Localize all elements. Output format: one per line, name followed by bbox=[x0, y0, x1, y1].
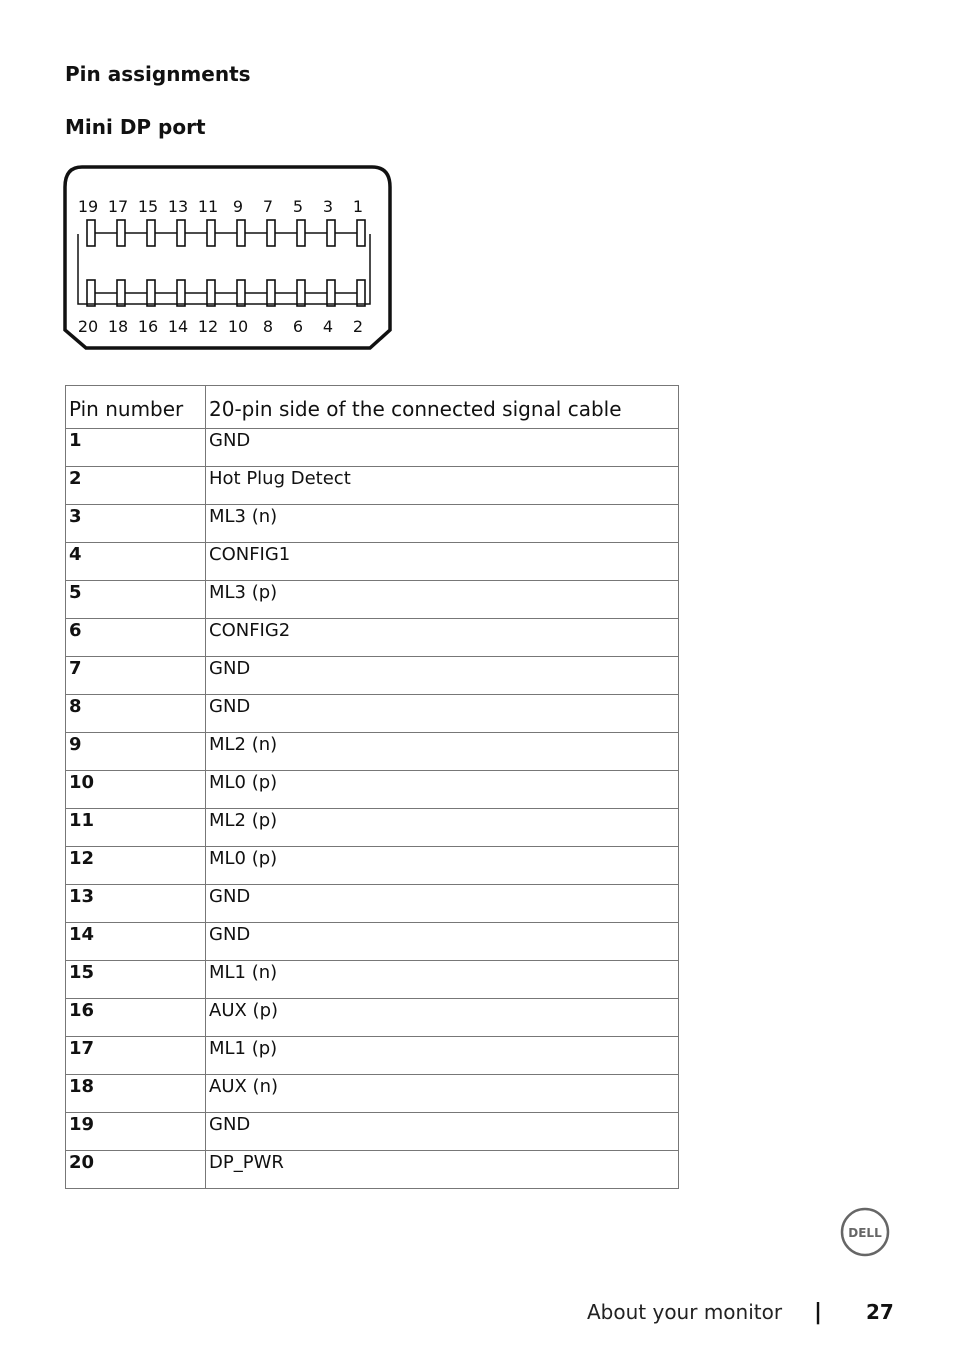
pin-number-cell: 20 bbox=[66, 1151, 206, 1189]
pin-number-cell: 18 bbox=[66, 1075, 206, 1113]
pin-label: 1 bbox=[352, 197, 364, 216]
table-row bbox=[66, 1113, 679, 1151]
connector-pin bbox=[207, 280, 215, 306]
pin-label: 6 bbox=[292, 317, 304, 336]
pin-label: 16 bbox=[137, 317, 159, 336]
table-row bbox=[66, 467, 679, 505]
table-row bbox=[66, 847, 679, 885]
header-pin-number: Pin number bbox=[66, 386, 206, 429]
pin-signal-cell: ML2 (p) bbox=[206, 809, 679, 847]
table-row bbox=[66, 923, 679, 961]
pin-label: 2 bbox=[352, 317, 364, 336]
connector-pin bbox=[297, 280, 305, 306]
connector-pin bbox=[357, 220, 365, 246]
pin-number-cell: 14 bbox=[66, 923, 206, 961]
table-row bbox=[66, 581, 679, 619]
pin-signal-cell: ML1 (p) bbox=[206, 1037, 679, 1075]
footer-section-title: About your monitor bbox=[587, 1300, 783, 1324]
pin-number-cell: 5 bbox=[66, 581, 206, 619]
page-number: 27 bbox=[866, 1300, 894, 1324]
pin-number-cell: 9 bbox=[66, 733, 206, 771]
subsection-heading: Mini DP port bbox=[65, 115, 206, 139]
pin-signal-cell: ML2 (n) bbox=[206, 733, 679, 771]
pin-number-cell: 16 bbox=[66, 999, 206, 1037]
pin-signal-cell: GND bbox=[206, 1113, 679, 1151]
connector-pin bbox=[327, 280, 335, 306]
pin-label: 19 bbox=[77, 197, 99, 216]
pin-signal-cell: ML0 (p) bbox=[206, 771, 679, 809]
table-row bbox=[66, 657, 679, 695]
table-row bbox=[66, 1075, 679, 1113]
pin-signal-cell: ML3 (n) bbox=[206, 505, 679, 543]
pin-number-cell: 12 bbox=[66, 847, 206, 885]
pin-number-cell: 17 bbox=[66, 1037, 206, 1075]
connector-pin bbox=[177, 280, 185, 306]
table-row bbox=[66, 1037, 679, 1075]
pin-number-cell: 11 bbox=[66, 809, 206, 847]
pin-assignment-table bbox=[65, 385, 679, 1189]
pin-number-cell: 8 bbox=[66, 695, 206, 733]
connector-pin bbox=[267, 280, 275, 306]
table-row bbox=[66, 961, 679, 999]
pin-label: 14 bbox=[167, 317, 189, 336]
pin-label: 8 bbox=[262, 317, 274, 336]
connector-pin bbox=[267, 220, 275, 246]
connector-pin bbox=[147, 220, 155, 246]
connector-pin bbox=[87, 280, 95, 306]
pin-number-cell: 2 bbox=[66, 467, 206, 505]
connector-pin bbox=[237, 280, 245, 306]
pin-signal-cell: GND bbox=[206, 429, 679, 467]
svg-text:DELL: DELL bbox=[848, 1226, 882, 1240]
pin-label: 9 bbox=[232, 197, 244, 216]
connector-pin bbox=[117, 280, 125, 306]
pin-number-cell: 15 bbox=[66, 961, 206, 999]
pin-signal-cell: ML1 (n) bbox=[206, 961, 679, 999]
table-row bbox=[66, 695, 679, 733]
table-row bbox=[66, 429, 679, 467]
connector-pin bbox=[297, 220, 305, 246]
table-row bbox=[66, 999, 679, 1037]
connector-pin bbox=[207, 220, 215, 246]
table-row bbox=[66, 543, 679, 581]
connector-pin bbox=[117, 220, 125, 246]
dell-logo bbox=[840, 1207, 890, 1257]
pin-signal-cell: Hot Plug Detect bbox=[206, 467, 679, 505]
pin-number-cell: 10 bbox=[66, 771, 206, 809]
pin-number-cell: 3 bbox=[66, 505, 206, 543]
pin-label: 13 bbox=[167, 197, 189, 216]
pin-label: 11 bbox=[197, 197, 219, 216]
footer-separator: | bbox=[814, 1300, 823, 1325]
pin-number-cell: 1 bbox=[66, 429, 206, 467]
table-row bbox=[66, 771, 679, 809]
pin-signal-cell: GND bbox=[206, 657, 679, 695]
pin-signal-cell: DP_PWR bbox=[206, 1151, 679, 1189]
connector-pin bbox=[357, 280, 365, 306]
connector-pin bbox=[237, 220, 245, 246]
table-row bbox=[66, 885, 679, 923]
pin-number-cell: 19 bbox=[66, 1113, 206, 1151]
table-row bbox=[66, 1151, 679, 1189]
pin-signal-cell: AUX (n) bbox=[206, 1075, 679, 1113]
connector-pin bbox=[147, 280, 155, 306]
table-row bbox=[66, 619, 679, 657]
pin-signal-cell: CONFIG1 bbox=[206, 543, 679, 581]
pin-label: 15 bbox=[137, 197, 159, 216]
pin-signal-cell: ML3 (p) bbox=[206, 581, 679, 619]
pin-label: 5 bbox=[292, 197, 304, 216]
pin-signal-cell: GND bbox=[206, 695, 679, 733]
header-signal: 20-pin side of the connected signal cable bbox=[206, 386, 679, 429]
pin-label: 7 bbox=[262, 197, 274, 216]
pin-signal-cell: CONFIG2 bbox=[206, 619, 679, 657]
pin-label: 17 bbox=[107, 197, 129, 216]
pin-signal-cell: ML0 (p) bbox=[206, 847, 679, 885]
pin-number-cell: 6 bbox=[66, 619, 206, 657]
table-header-row bbox=[66, 386, 679, 429]
pin-number-cell: 7 bbox=[66, 657, 206, 695]
pin-signal-cell: AUX (p) bbox=[206, 999, 679, 1037]
connector-pin bbox=[177, 220, 185, 246]
section-heading: Pin assignments bbox=[65, 62, 251, 86]
mini-dp-connector-diagram bbox=[60, 162, 396, 354]
pin-label: 18 bbox=[107, 317, 129, 336]
connector-pin bbox=[327, 220, 335, 246]
pin-signal-cell: GND bbox=[206, 923, 679, 961]
table-row bbox=[66, 809, 679, 847]
pin-number-cell: 4 bbox=[66, 543, 206, 581]
pin-label: 4 bbox=[322, 317, 334, 336]
pin-label: 3 bbox=[322, 197, 334, 216]
pin-label: 10 bbox=[227, 317, 249, 336]
pin-label: 20 bbox=[77, 317, 99, 336]
pin-number-cell: 13 bbox=[66, 885, 206, 923]
table-row bbox=[66, 505, 679, 543]
pin-signal-cell: GND bbox=[206, 885, 679, 923]
table-row bbox=[66, 733, 679, 771]
pin-label: 12 bbox=[197, 317, 219, 336]
connector-pin bbox=[87, 220, 95, 246]
